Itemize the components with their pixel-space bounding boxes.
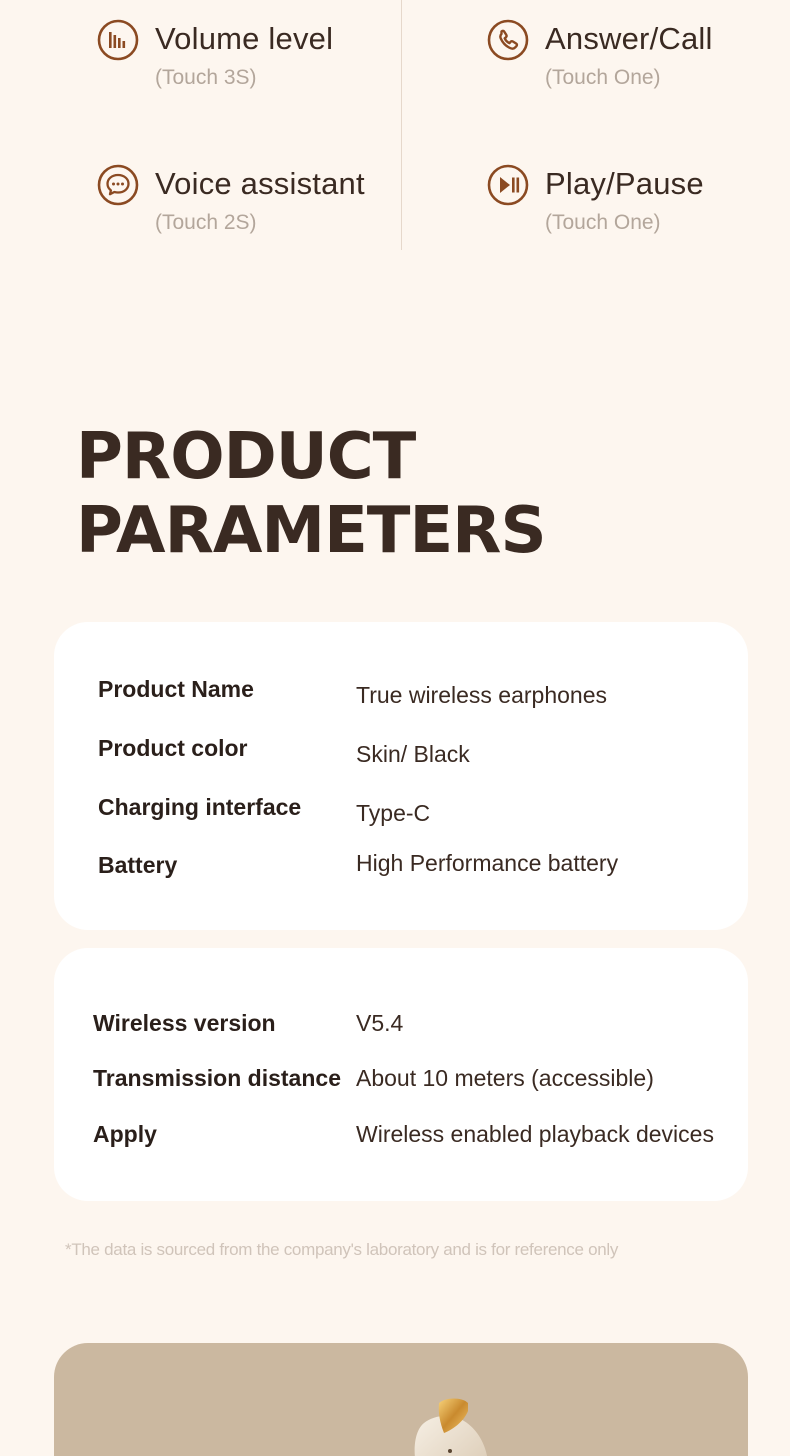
param-row bbox=[54, 794, 748, 834]
play-pause-icon bbox=[487, 164, 529, 206]
param-label: Transmission distance bbox=[93, 1065, 341, 1091]
param-label: Battery bbox=[98, 852, 178, 878]
param-label: Product Name bbox=[98, 676, 254, 702]
heading-line-2: PARAMETERS bbox=[76, 494, 546, 568]
param-label: Wireless version bbox=[93, 1010, 276, 1036]
phone-icon bbox=[487, 19, 529, 61]
parameters-card-wireless bbox=[54, 948, 748, 1201]
param-row bbox=[54, 1121, 748, 1161]
param-value: Skin/ Black bbox=[356, 741, 470, 767]
voice-assistant-icon bbox=[97, 164, 139, 206]
param-row bbox=[54, 735, 748, 775]
control-title: Play/Pause bbox=[545, 166, 704, 201]
control-play-pause bbox=[487, 164, 790, 254]
control-title: Answer/Call bbox=[545, 21, 713, 56]
heading-line-1: PRODUCT bbox=[76, 420, 416, 494]
volume-level-icon bbox=[97, 19, 139, 61]
control-volume-level bbox=[97, 19, 417, 109]
param-value: Type-C bbox=[356, 800, 431, 826]
control-title: Voice assistant bbox=[155, 166, 365, 201]
control-voice-assistant bbox=[97, 164, 417, 254]
control-answer-call bbox=[487, 19, 790, 109]
section-heading bbox=[76, 420, 546, 568]
parameters-card-basic bbox=[54, 622, 748, 930]
control-subtitle: (Touch One) bbox=[545, 211, 661, 234]
touch-controls-section bbox=[0, 0, 790, 250]
control-title: Volume level bbox=[155, 21, 334, 56]
param-value: About 10 meters (accessible) bbox=[356, 1065, 654, 1091]
control-subtitle: (Touch 2S) bbox=[155, 211, 257, 234]
param-label: Charging interface bbox=[98, 794, 302, 820]
param-label: Product color bbox=[98, 735, 248, 761]
param-value: Wireless enabled playback devices bbox=[356, 1121, 714, 1147]
param-row bbox=[54, 676, 748, 716]
param-label: Apply bbox=[93, 1121, 157, 1147]
param-value: V5.4 bbox=[356, 1010, 404, 1036]
param-row bbox=[54, 1010, 748, 1050]
data-disclaimer: *The data is sourced from the company's laboratory and is for reference only bbox=[65, 1240, 619, 1259]
param-value: High Performance battery bbox=[356, 850, 619, 876]
control-subtitle: (Touch 3S) bbox=[155, 66, 257, 89]
earbud-image bbox=[384, 1393, 524, 1456]
control-subtitle: (Touch One) bbox=[545, 66, 661, 89]
param-row bbox=[54, 1065, 748, 1105]
param-value: True wireless earphones bbox=[356, 682, 607, 708]
product-image-panel bbox=[54, 1343, 748, 1456]
param-row bbox=[54, 852, 748, 892]
